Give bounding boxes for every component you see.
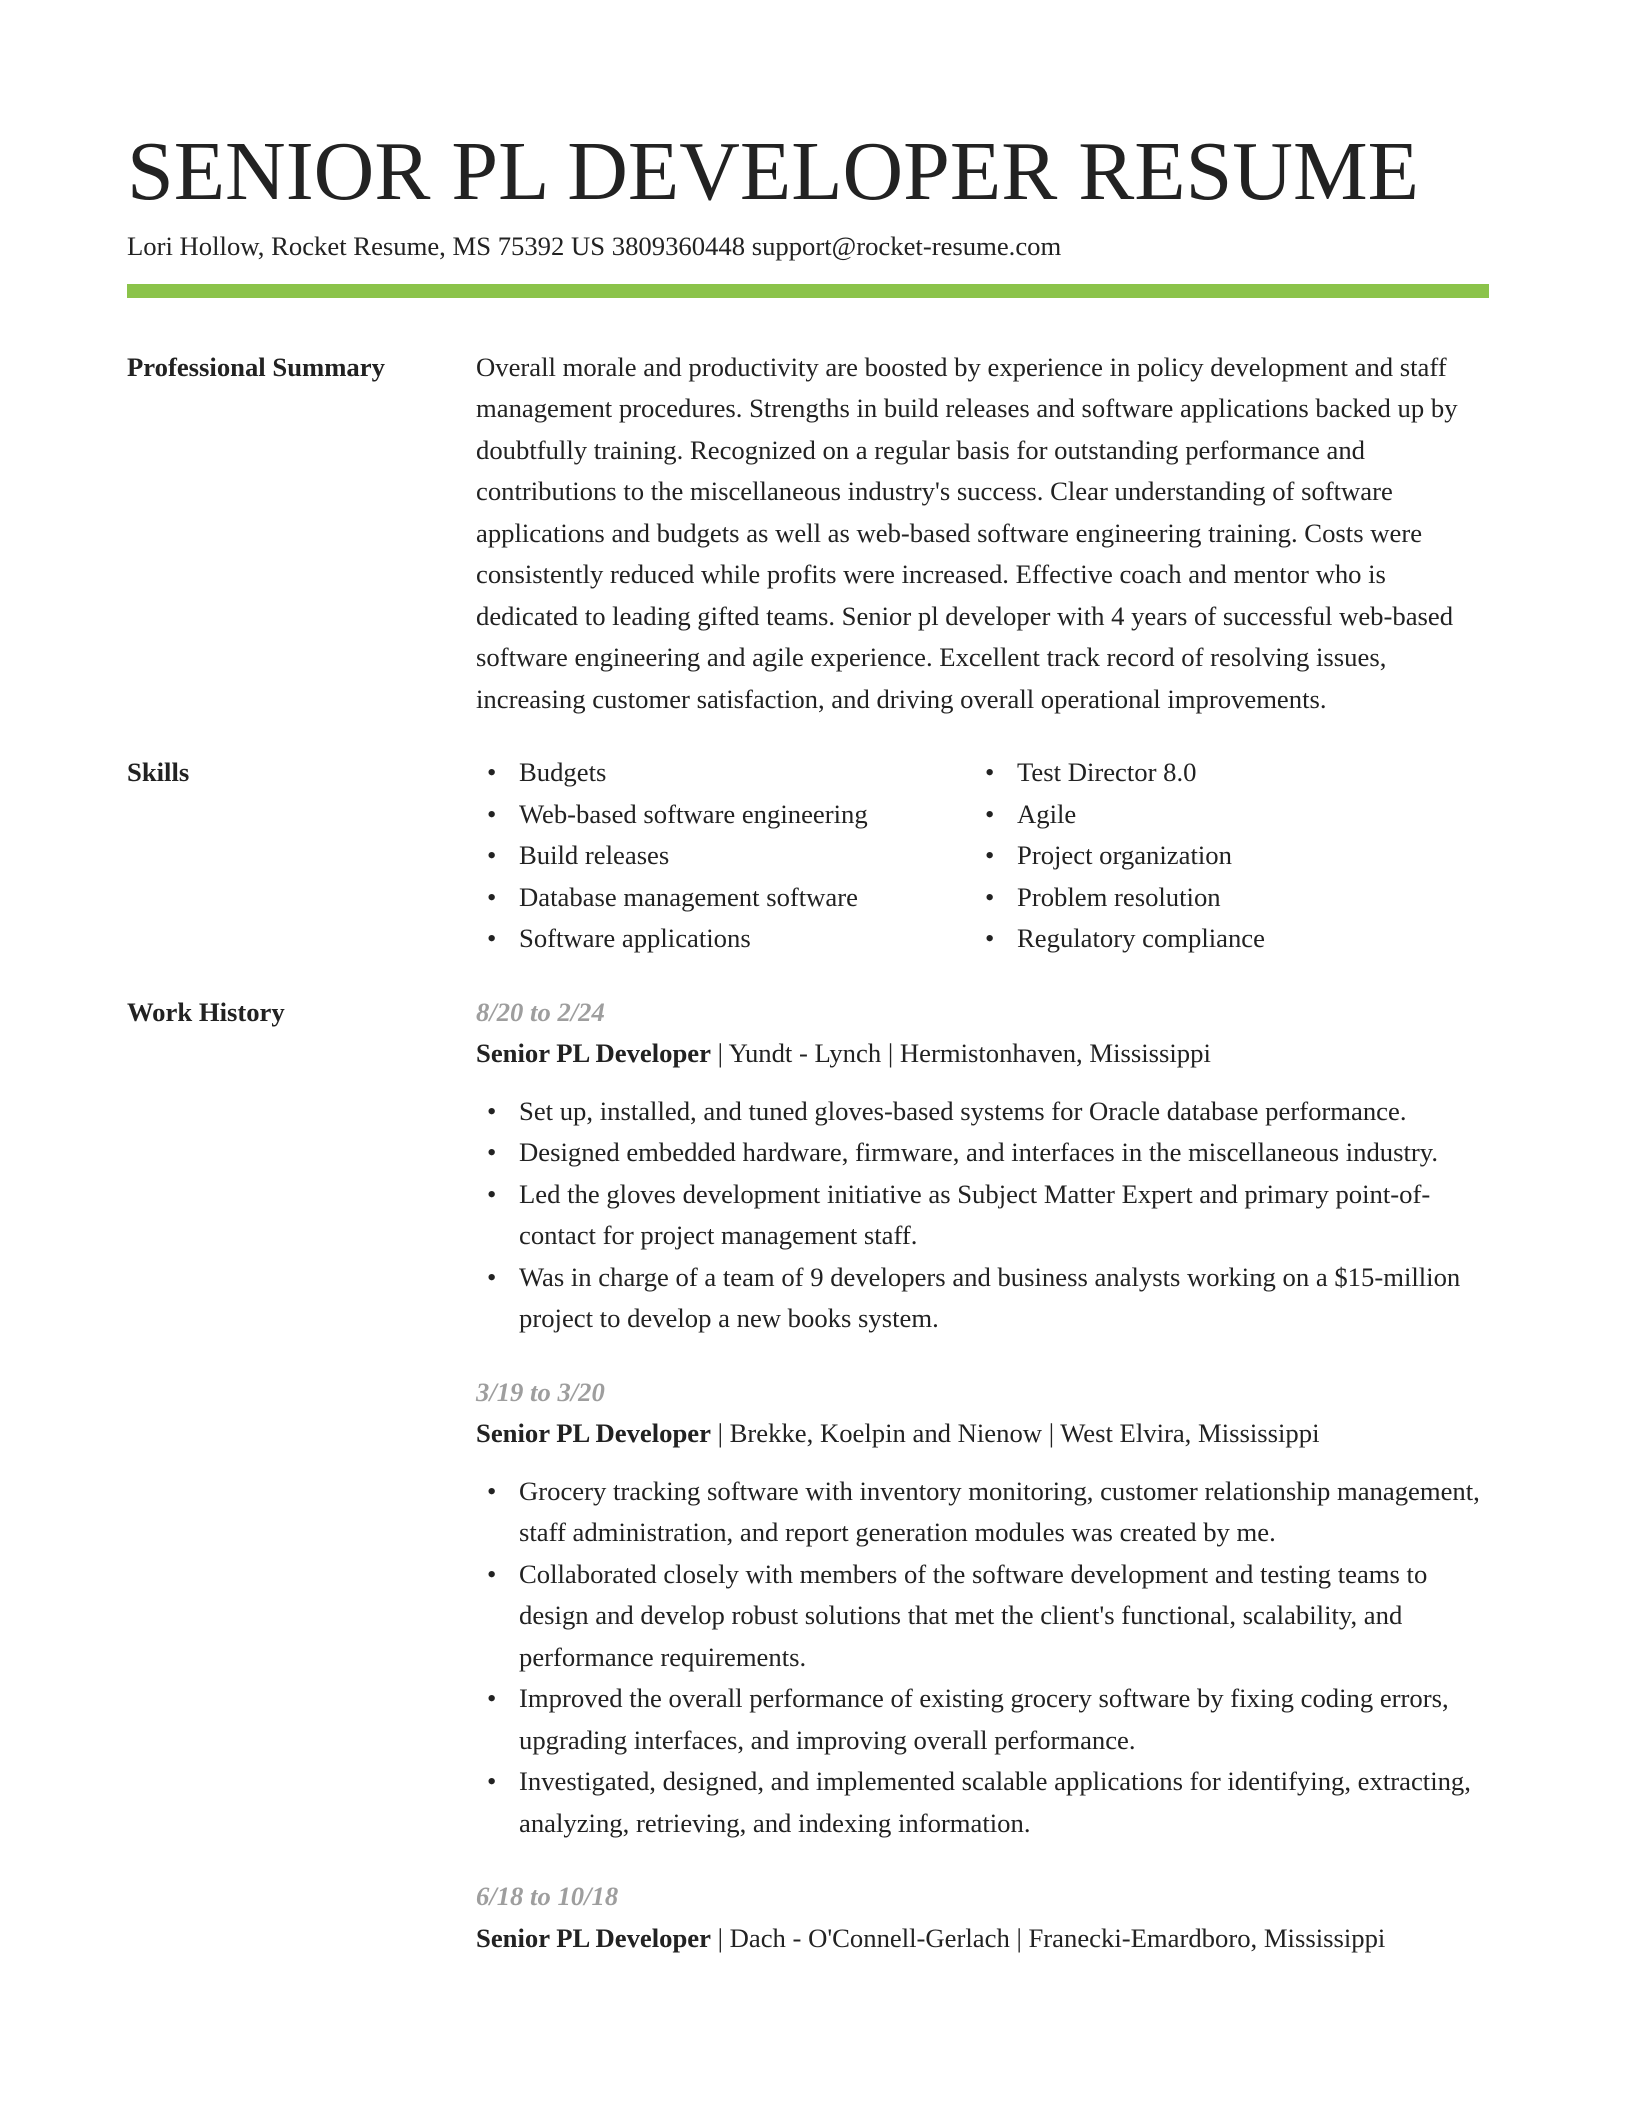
entry-separator: | (1016, 1922, 1022, 1953)
entry-separator: | (1048, 1418, 1055, 1448)
entry-bullets (476, 1091, 1489, 1340)
entry-title-line (476, 1413, 1489, 1455)
entry-role: Senior PL Developer (476, 1418, 711, 1448)
skill-item: • Project organization (974, 835, 1489, 877)
entry-dates: 3/19 to 3/20 (476, 1376, 605, 1407)
contact-line (127, 226, 1489, 268)
entry-role: Senior PL Developer (476, 1922, 711, 1953)
entry-location: Franecki-Emardboro, Mississippi (1028, 1922, 1386, 1953)
entry-role: Senior PL Developer (476, 1038, 711, 1068)
work-entry (476, 1876, 1489, 1959)
contact-phone: 3809360448 (611, 231, 746, 261)
contact-name-address: Lori Hollow, Rocket Resume, MS 75392 US (127, 231, 606, 261)
resume-title: SENIOR PL DEVELOPER RESUME (127, 125, 1419, 218)
skill-item: • Build releases (476, 835, 974, 877)
entry-bullet: • Led the gloves development initiative as Subject Matter Expert and primary point-of-contact for project management staff. (476, 1174, 1489, 1257)
work-history-entries (476, 992, 1489, 1960)
summary-heading: Professional Summary (127, 351, 385, 382)
skills-grid (476, 752, 1489, 960)
entry-company: Dach - O'Connell-Gerlach (729, 1922, 1010, 1953)
skill-item: • Software applications (476, 918, 974, 960)
entry-separator: | (717, 1418, 723, 1448)
skill-item: • Web-based software engineering (476, 794, 974, 836)
entry-location: West Elvira, Mississippi (1060, 1418, 1320, 1448)
skills-column-2 (974, 752, 1489, 960)
entry-bullet: • Investigated, designed, and implemented scalable applications for identifying, extracting, analyzing, retrieving, and indexing information. (476, 1761, 1489, 1844)
entry-bullet: • Improved the overall performance of existing grocery software by fixing coding errors, upgrading interfaces, and improving overall performance. (476, 1678, 1489, 1761)
entry-bullets (476, 1471, 1489, 1845)
work-history-section (127, 992, 1489, 1960)
resume-content (127, 125, 1489, 1959)
skill-item: • Test Director 8.0 (974, 752, 1489, 794)
entry-dates: 8/20 to 2/24 (476, 996, 605, 1027)
summary-text: Overall morale and productivity are boosted by experience in policy development and staff management procedures. Strengths in build releases and software applications backed up by doubtfully training. Recognized on a regular basis for outstanding performance and contributions to the miscellaneous industry's success. Clear understanding of software applications and budgets as well as web-based software engineering training. Costs were consistently reduced while profits were increased. Effective coach and mentor who is dedicated to leading gifted teams. Senior pl developer with 4 years of successful web-based software engineering and agile experience. Excellent track record of resolving issues, increasing customer satisfaction, and driving overall operational improvements. (476, 351, 1458, 714)
skill-item: • Problem resolution (974, 877, 1489, 919)
entry-bullet: • Grocery tracking software with inventory monitoring, customer relationship management, staff administration, and report generation modules was created by me. (476, 1471, 1489, 1554)
entry-bullet: • Designed embedded hardware, firmware, and interfaces in the miscellaneous industry. (476, 1132, 1489, 1174)
work-history-heading: Work History (127, 996, 285, 1027)
entry-separator: | (717, 1922, 723, 1953)
contact-email: support@rocket-resume.com (751, 231, 1062, 261)
entry-bullet: • Was in charge of a team of 9 developers and business analysts working on a $15-million project to develop a new books system. (476, 1257, 1489, 1340)
entry-separator: | (887, 1038, 894, 1068)
entry-location: Hermistonhaven, Mississippi (899, 1038, 1211, 1068)
accent-divider (127, 284, 1489, 298)
skill-item: • Agile (974, 794, 1489, 836)
entry-company: Brekke, Koelpin and Nienow (729, 1418, 1043, 1448)
skills-heading: Skills (127, 757, 190, 787)
work-entry (476, 992, 1489, 1340)
work-entry (476, 1372, 1489, 1845)
entry-bullet: • Set up, installed, and tuned gloves-based systems for Oracle database performance. (476, 1091, 1489, 1133)
summary-section (127, 347, 1489, 721)
skill-item: • Budgets (476, 752, 974, 794)
entry-company: Yundt - Lynch (728, 1038, 882, 1068)
skills-column-1 (476, 752, 974, 960)
entry-title-line (476, 1918, 1489, 1960)
entry-dates: 6/18 to 10/18 (476, 1881, 619, 1911)
entry-separator: | (717, 1038, 723, 1068)
skills-section (127, 752, 1489, 960)
entry-title-line (476, 1033, 1489, 1075)
skill-item: • Regulatory compliance (974, 918, 1489, 960)
entry-bullet: • Collaborated closely with members of the software development and testing teams to design and develop robust solutions that met the client's functional, scalability, and performance requirements. (476, 1554, 1489, 1679)
skill-item: • Database management software (476, 877, 974, 919)
